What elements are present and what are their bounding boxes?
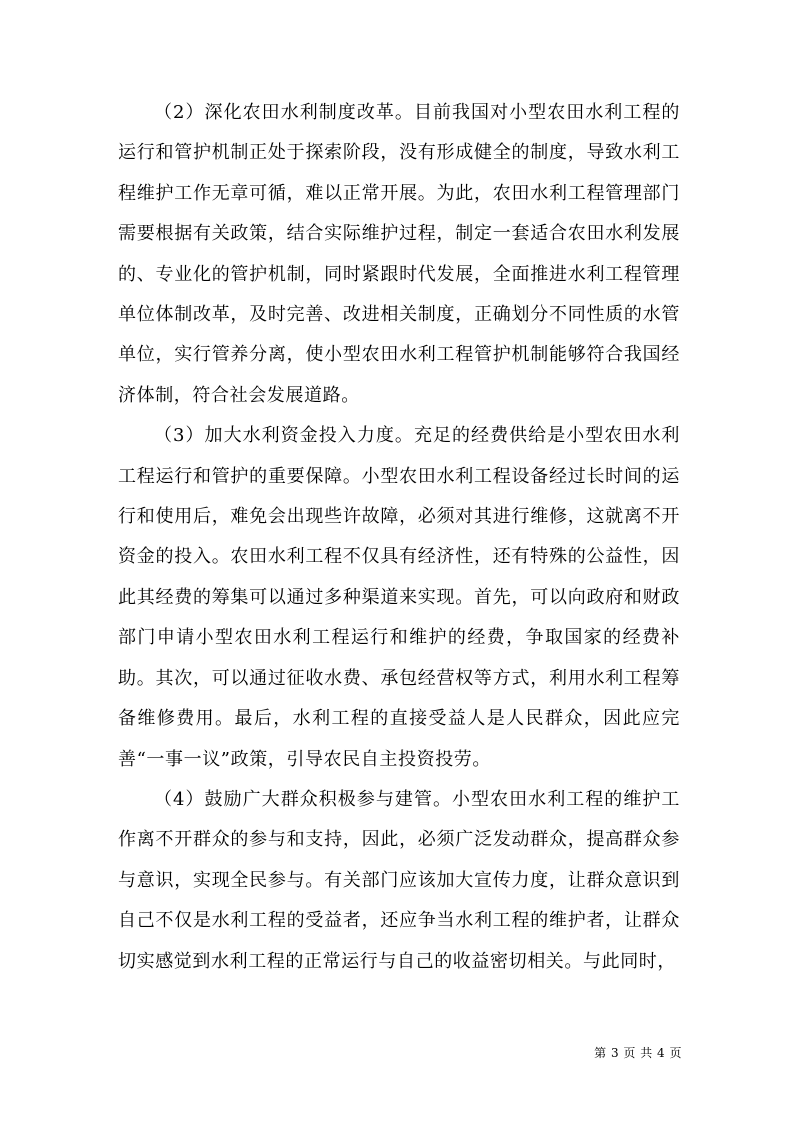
page-content xyxy=(118,93,680,982)
paragraph-funding-investment: （3）加大水利资金投入力度。充足的经费供给是小型农田水利工程运行和管护的重要保障。小型农田水利工程设备经过长时间的运行和使用后，难免会出现些许故障，必须对其进行维修，这就离不开资金的投入。农田水利工程不仅具有经济性，还有特殊的公益性，因此其经费的筹集可以通过多种渠道来实现。首先，可以向政府和财政部门申请小型农田水利工程运行和维护的经费，争取国家的经费补助。其次，可以通过征收水费、承包经营权等方式，利用水利工程筹备维修费用。最后，水利工程的直接受益人是人民群众，因此应完善“一事一议”政策，引导农民自主投资投劳。 xyxy=(118,425,680,770)
page-number: 第 3 页 共 4 页 xyxy=(594,1046,682,1060)
paragraph-reform-system: （2）深化农田水利制度改革。目前我国对小型农田水利工程的运行和管护机制正处于探索阶段，没有形成健全的制度，导致水利工程维护工作无章可循，难以正常开展。为此，农田水利工程管理部门需要根据有关政策，结合实际维护过程，制定一套适合农田水利发展的、专业化的管护机制，同时紧跟时代发展，全面推进水利工程管理单位体制改革，及时完善、改进相关制度，正确划分不同性质的水管单位，实行管养分离，使小型农田水利工程管护机制能够符合我国经济体制，符合社会发展道路。 xyxy=(118,102,680,406)
paragraph-public-participation: （4）鼓励广大群众积极参与建管。小型农田水利工程的维护工作离不开群众的参与和支持，因此，必须广泛发动群众，提高群众参与意识，实现全民参与。有关部门应该加大宣传力度，让群众意识到自己不仅是水利工程的受益者，还应争当水利工程的维护者，让群众切实感觉到水利工程的正常运行与自己的收益密切相关。与此同时， xyxy=(118,788,680,972)
page-footer xyxy=(0,1043,794,1063)
